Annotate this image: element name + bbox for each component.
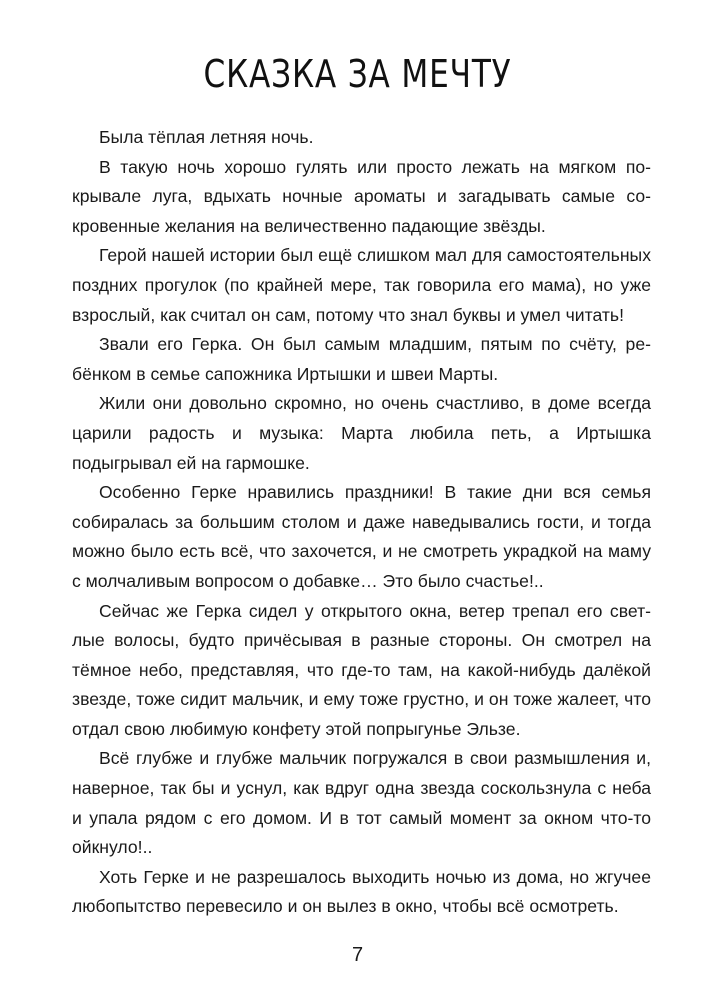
paragraph: Особенно Герке нравились праздники! В такие дни вся семья собиралась за большим столом и даже наведывались гости, и тогда можно было есть всё, что захочется, и не смотреть украдкой на маму с молчаливым вопросом о добавке… Это было счастье!.. [72, 482, 651, 591]
paragraph: Всё глубже и глубже мальчик погружался в свои размышления и, наверное, так бы и уснул, как вдруг одна звезда соскользнула с неба и упала рядом с его домом. И в тот самый момент за окном что-то ойкнуло!.. [72, 748, 651, 858]
chapter-title: СКАЗКА ЗА МЕЧТУ [203, 52, 512, 96]
paragraph: Хоть Герке и не разрешалось выходить ночью из дома, но жгучее любопытство перевесило и он вылез в окно, чтобы всё осмотреть. [72, 866, 651, 917]
paragraph: Герой нашей истории был ещё слишком мал для самостоятельных поздних прогулок (по крайней мере, так говорила его мама), но уже взрослый, как считал он сам, потому что знал буквы и умел читать! [72, 245, 651, 325]
paragraph: В такую ночь хорошо гулять или просто лежать на мягком покрывале луга, вдыхать ночные ароматы и загадывать самые сокровенные желания на величественно падающие звёзды. [72, 156, 651, 236]
body-text [72, 123, 651, 922]
paragraph: Сейчас же Герка сидел у открытого окна, ветер трепал его светлые волосы, будто причёсывая в разные стороны. Он смотрел на тёмное небо, представляя, что где-то там, на какой-нибудь далёкой звезде, тоже сидит мальчик, и ему тоже грустно, и он тоже жалеет, что отдал свою любимую конфету этой попрыгунье Эльзе. [72, 600, 651, 739]
paragraph: Была тёплая летняя ночь. [99, 127, 314, 147]
page-number: 7 [351, 944, 364, 966]
paragraph: Жили они довольно скромно, но очень счастливо, в доме всегда царили радость и музыка: Марта любила петь, а Иртышка подыгрывал ей на гармошке. [72, 393, 651, 473]
paragraph: Звали его Герка. Он был самым младшим, пятым по счёту, ребёнком в семье сапожника Иртышки и швеи Марты. [72, 334, 651, 384]
